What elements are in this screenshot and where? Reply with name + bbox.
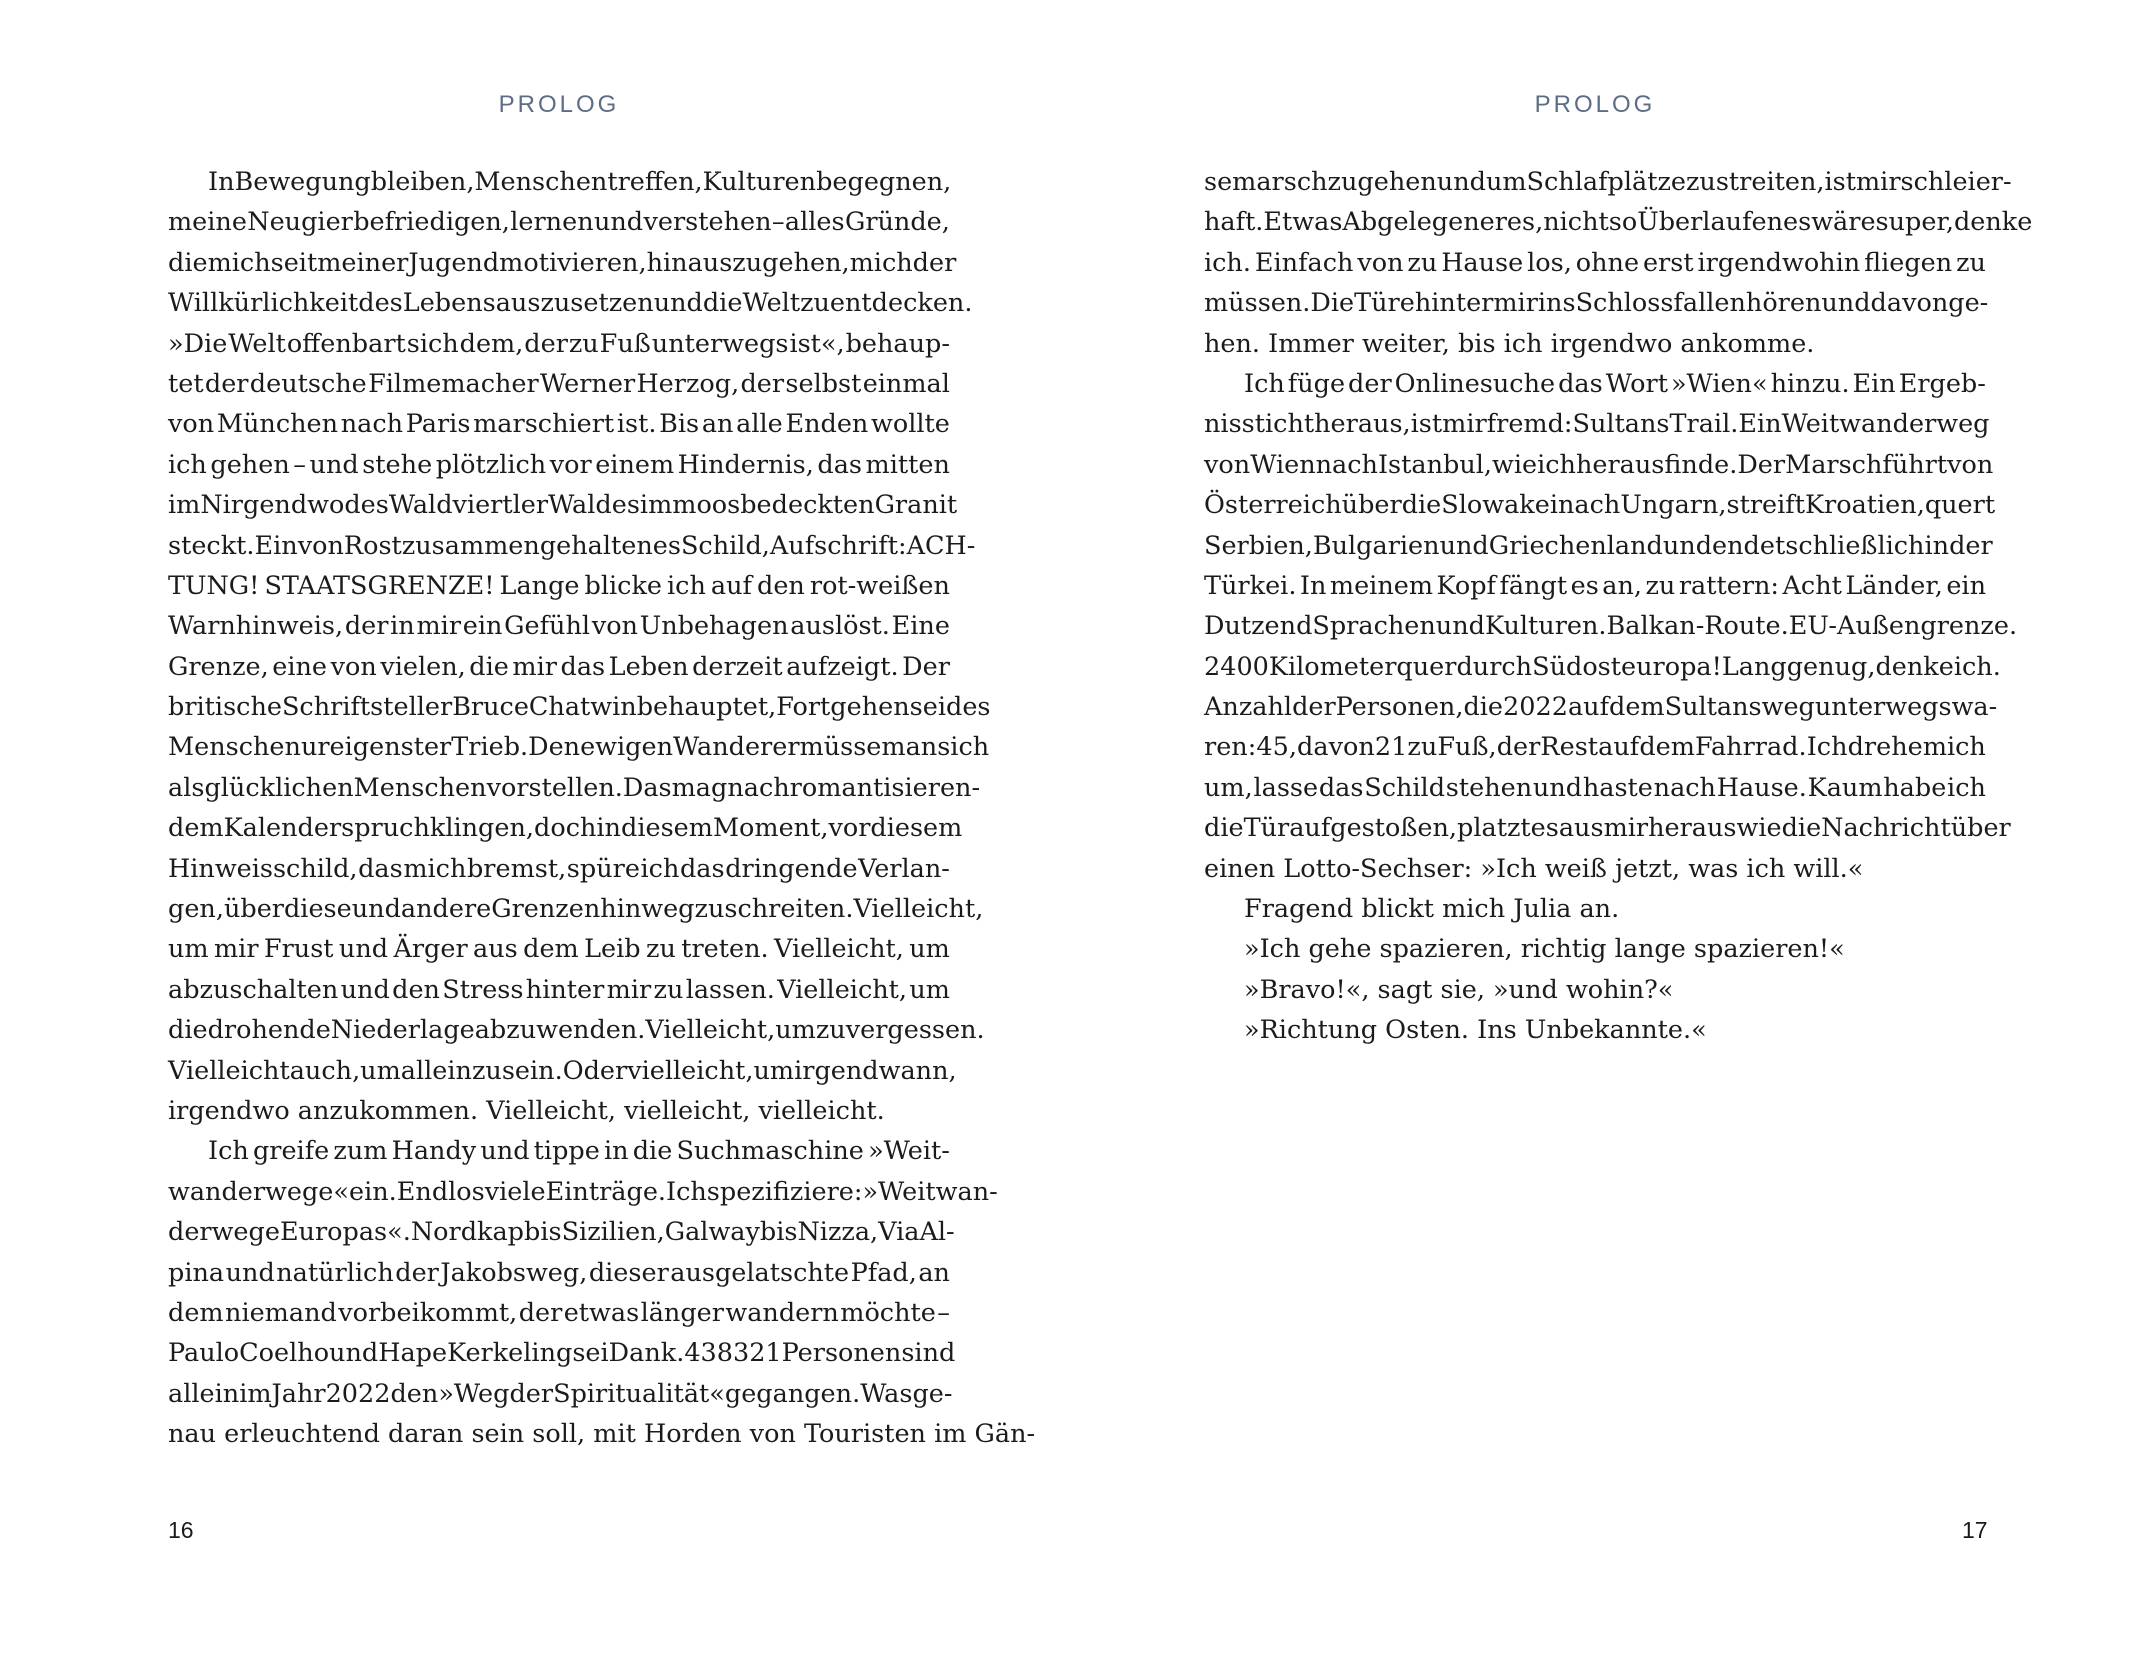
body-text <box>168 162 1036 1455</box>
text-line: Türkei. In meinem Kopf fängt es an, zu rattern: Acht Länder, ein <box>1204 570 1986 601</box>
text-line: »Ich gehe spazieren, richtig lange spazieren!« <box>1244 934 1845 965</box>
text-line: wanderwege« ein. Endlos viele Einträge. Ich spezifiziere: »Weitwan- <box>168 1176 998 1207</box>
text-line: dem Kalenderspruch klingen, doch in diesem Moment, vor diesem <box>168 813 963 844</box>
text-line: ich. Einfach von zu Hause los, ohne erst irgendwohin fliegen zu <box>1204 247 1986 278</box>
text-line: semarsch zu gehen und um Schlafplätze zu streiten, ist mir schleier- <box>1204 167 2012 197</box>
text-line: Serbien, Bulgarien und Griechenland und endet schließlich in der <box>1204 530 1993 561</box>
right-page <box>1071 0 2142 1654</box>
text-line: Grenze, eine von vielen, die mir das Leben derzeit aufzeigt. Der <box>168 651 950 682</box>
text-line: Paulo Coelho und Hape Kerkeling sei Dank. 438 321 Personen sind <box>168 1338 956 1369</box>
text-line: Warnhinweis, der in mir ein Gefühl von Unbehagen auslöst. Eine <box>168 611 950 642</box>
text-line: im Nirgendwo des Waldviertler Waldes im moosbedeckten Granit <box>168 490 958 521</box>
text-line: »Die Welt offenbart sich dem, der zu Fuß unterwegs ist«, behaup- <box>168 328 950 359</box>
text-line: »Richtung Osten. Ins Unbekannte.« <box>1244 1015 1707 1046</box>
text-line: um, lasse das Schild stehen und haste nach Hause. Kaum habe ich <box>1204 772 1986 803</box>
text-line: abzuschalten und den Stress hinter mir zu lassen. Vielleicht, um <box>168 974 950 1005</box>
text-line: von München nach Paris marschiert ist. Bis an alle Enden wollte <box>168 409 950 440</box>
body-text <box>1204 162 2033 1051</box>
text-line: von Wien nach Istanbul, wie ich herausfinde. Der Marsch führt von <box>1204 449 1994 480</box>
text-line: einen Lotto-Sechser: »Ich weiß jetzt, was ich will.« <box>1204 853 1864 884</box>
text-line: tet der deutsche Filmemacher Werner Herzog, der selbst einmal <box>168 368 950 399</box>
text-line: um mir Frust und Ärger aus dem Leib zu treten. Vielleicht, um <box>168 934 950 965</box>
text-line: derwege Europas«. Nordkap bis Sizilien, Galway bis Nizza, Via Al- <box>168 1217 955 1248</box>
text-line: Österreich über die Slowakei nach Ungarn, streift Kroatien, quert <box>1204 490 1996 521</box>
text-line: Vielleicht auch, um allein zu sein. Oder vielleicht, um irgendwann, <box>168 1055 957 1086</box>
text-line: Willkürlichkeit des Lebens auszusetzen und die Welt zu entdecken. <box>168 288 973 319</box>
text-line: irgendwo anzukommen. Vielleicht, vielleicht, vielleicht. <box>168 1095 885 1126</box>
text-line: Ich füge der Onlinesuche das Wort »Wien« hinzu. Ein Ergeb- <box>1244 368 1986 399</box>
running-head: PROLOG <box>498 91 620 118</box>
text-line: Fragend blickt mich Julia an. <box>1244 894 1620 925</box>
text-line: pina und natürlich der Jakobsweg, dieser ausgelatschte Pfad, an <box>168 1257 950 1288</box>
running-head: PROLOG <box>1534 91 1656 118</box>
text-line: Anzahl der Personen, die 2022 auf dem Sultansweg unterwegs wa- <box>1204 692 1998 723</box>
text-line: Ich greife zum Handy und tippe in die Suchmaschine »Weit- <box>208 1136 950 1167</box>
text-line: die Tür aufgestoßen, platzt es aus mir heraus wie die Nachricht über <box>1204 813 2011 844</box>
text-line: müssen. Die Türe hinter mir ins Schloss fallen hören und davonge- <box>1204 288 1989 319</box>
text-line: die drohende Niederlage abzuwenden. Vielleicht, um zu vergessen. <box>168 1015 985 1046</box>
text-line: nau erleuchtend daran sein soll, mit Horden von Touristen im Gän- <box>168 1419 1036 1450</box>
text-line: nis sticht heraus, ist mir fremd: Sultans Trail. Ein Weitwanderweg <box>1204 409 1990 440</box>
text-line: ren: 45, davon 21 zu Fuß, der Rest auf dem Fahrrad. Ich drehe mich <box>1204 732 1986 763</box>
text-line: britische Schriftsteller Bruce Chatwin behauptet, Fortgehen sei des <box>168 692 991 723</box>
page-number: 16 <box>168 1517 194 1543</box>
text-line: gen, über diese und andere Grenzen hinwegzuschreiten. Vielleicht, <box>168 894 984 925</box>
text-line: ich gehen – und stehe plötzlich vor einem Hindernis, das mitten <box>168 449 950 480</box>
text-line: dem niemand vorbeikommt, der etwas länger wandern möchte – <box>168 1297 950 1328</box>
text-line: Menschen ureigenster Trieb. Den ewigen Wanderer müsse man sich <box>168 732 990 763</box>
page-number: 17 <box>1962 1517 1988 1543</box>
text-line: hen. Immer weiter, bis ich irgendwo ankomme. <box>1204 328 1815 359</box>
text-line: »Bravo!«, sagt sie, »und wohin?« <box>1244 974 1674 1005</box>
text-line: In Bewegung bleiben, Menschen treffen, Kulturen begegnen, <box>208 167 952 197</box>
text-line: Dutzend Sprachen und Kulturen. Balkan-Route. EU-Außengrenze. <box>1204 611 2018 642</box>
text-line: 2400 Kilometer quer durch Südosteuropa! Lang genug, denke ich. <box>1204 651 2001 682</box>
text-line: meine Neugier befriedigen, lernen und verstehen – alles Gründe, <box>168 207 950 238</box>
text-line: haft. Etwas Abgelegeneres, nicht so Überlaufenes wäre super, denke <box>1204 207 2033 238</box>
text-line: als glücklichen Menschen vorstellen. Das mag nach romantisieren- <box>168 772 981 803</box>
text-line: allein im Jahr 2022 den »Weg der Spiritualität« gegangen. Was ge- <box>168 1378 953 1409</box>
text-line: die mich seit meiner Jugend motivieren, hinauszugehen, mich der <box>168 247 957 278</box>
text-line: TUNG! STAATSGRENZE! Lange blicke ich auf den rot-weißen <box>168 570 950 601</box>
text-line: Hinweisschild, das mich bremst, spüre ich das dringende Verlan- <box>168 853 950 884</box>
text-line: steckt. Ein von Rost zusammengehaltenes Schild, Aufschrift: ACH- <box>168 530 976 561</box>
